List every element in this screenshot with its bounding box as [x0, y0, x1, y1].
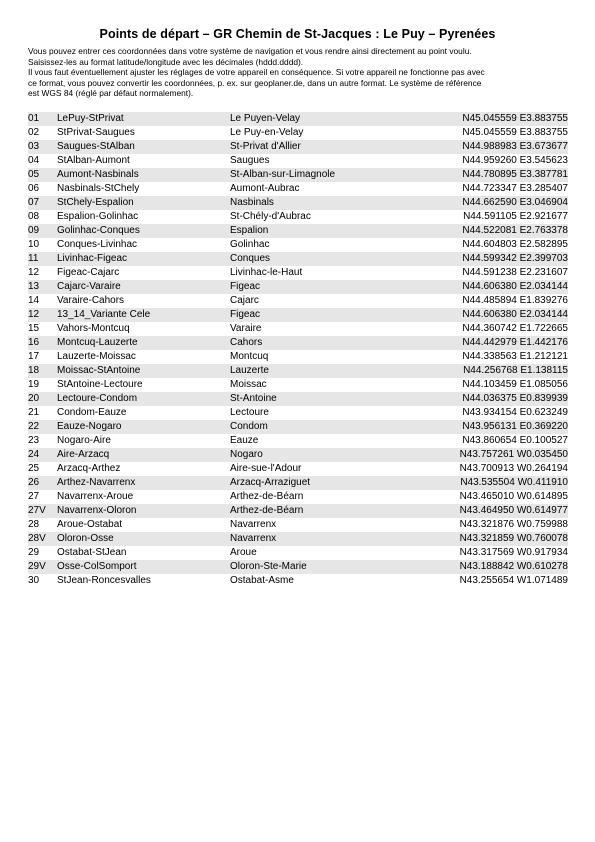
departure-point: Montcuq	[230, 351, 269, 362]
departure-point: St-Antoine	[230, 393, 277, 404]
departure-point: Aroue	[230, 547, 257, 558]
gps-coordinates: N44.036375 E0.839939	[462, 393, 568, 404]
page-title: Points de départ – GR Chemin de St-Jacques : Le Puy – Pyrenées	[99, 27, 496, 41]
departure-point: Condom	[230, 421, 268, 432]
stage-number: 22	[28, 421, 40, 432]
gps-coordinates: N44.606380 E2.034144	[462, 309, 568, 320]
gps-coordinates: N44.988983 E3.673677	[462, 141, 568, 152]
gps-coordinates: N43.321859 W0.760078	[459, 533, 568, 544]
gps-coordinates: N44.485894 E1.839276	[462, 295, 568, 306]
gps-coordinates: N44.662590 E3.046904	[462, 197, 568, 208]
stage-name: LePuy-StPrivat	[57, 113, 124, 124]
stage-number: 13	[28, 281, 40, 292]
table-row	[28, 126, 568, 140]
gps-coordinates: N44.599342 E2.399703	[462, 253, 568, 264]
departure-point: St-Alban-sur-Limagnole	[230, 169, 336, 180]
departure-point: Saugues	[230, 155, 270, 166]
stage-name: Aroue-Ostabat	[57, 519, 123, 530]
stage-number: 23	[28, 435, 40, 446]
stage-name: StAlban-Aumont	[57, 155, 130, 166]
departure-point: Eauze	[230, 435, 259, 446]
departure-point: Varaire	[230, 323, 262, 334]
table-row	[28, 350, 568, 364]
stage-number: 21	[28, 407, 40, 418]
table-row	[28, 238, 568, 252]
intro-line: ce format, vous pouvez convertir les coordonnées, p. ex. sur geoplaner.de, dans un autre format. Le système de référence	[28, 77, 482, 88]
departure-point: Conques	[230, 253, 271, 264]
table-row	[28, 448, 568, 462]
table-row	[28, 378, 568, 392]
gps-coordinates: N44.959260 E3.545623	[462, 155, 568, 166]
stage-name: Aire-Arzacq	[57, 449, 110, 460]
gps-coordinates: N43.956131 E0.369220	[462, 421, 568, 432]
stage-number: 29	[28, 547, 40, 558]
departure-point: Navarrenx	[230, 519, 277, 530]
stage-name: Eauze-Nogaro	[57, 421, 122, 432]
stage-number: 07	[28, 197, 40, 208]
stage-number: 06	[28, 183, 40, 194]
stage-name: Livinhac-Figeac	[57, 253, 128, 264]
table-row	[28, 546, 568, 560]
gps-coordinates: N43.255654 W1.071489	[459, 575, 568, 586]
stage-name: Aumont-Nasbinals	[57, 169, 139, 180]
gps-coordinates: N44.723347 E3.285407	[462, 183, 568, 194]
gps-coordinates: N43.700913 W0.264194	[459, 463, 568, 474]
stage-number: 08	[28, 211, 40, 222]
stage-name: StChely-Espalion	[57, 197, 134, 208]
table-row	[28, 560, 568, 574]
stage-number: 25	[28, 463, 40, 474]
departure-point: Golinhac	[230, 239, 270, 250]
departure-point: Arthez-de-Béarn	[230, 491, 304, 502]
stage-number: 28	[28, 519, 40, 530]
stage-number: 05	[28, 169, 40, 180]
table-row	[28, 420, 568, 434]
stage-number: 09	[28, 225, 40, 236]
stage-number: 27V	[28, 505, 46, 516]
table-row	[28, 476, 568, 490]
gps-coordinates: N45.045559 E3.883755	[462, 113, 568, 124]
gps-coordinates: N43.188842 W0.610278	[459, 561, 568, 572]
stage-number: 18	[28, 365, 40, 376]
departure-point: Lectoure	[230, 407, 269, 418]
stage-name: Arzacq-Arthez	[57, 463, 121, 474]
gps-coordinates: N43.464950 W0.614977	[459, 505, 568, 516]
stage-name: StJean-Roncesvalles	[57, 575, 151, 586]
table-row	[28, 392, 568, 406]
stage-name: Saugues-StAlban	[57, 141, 135, 152]
departure-point: Aumont-Aubrac	[230, 183, 300, 194]
stage-number: 29V	[28, 561, 46, 572]
stage-number: 16	[28, 337, 40, 348]
departure-point: Nogaro	[230, 449, 263, 460]
stage-number: 11	[28, 253, 39, 264]
stage-name: Arthez-Navarrenx	[57, 477, 136, 488]
departure-point: Moissac	[230, 379, 267, 390]
stage-number: 17	[28, 351, 40, 362]
departure-point: Aire-sue-l'Adour	[230, 463, 302, 474]
intro-line: Il vous faut éventuellement ajuster les réglages de votre appareil en conséquence. Si votre appareil ne fonctionne pas avec	[28, 67, 485, 77]
table-row	[28, 168, 568, 182]
departure-point: Oloron-Ste-Marie	[230, 561, 307, 572]
stage-number: 02	[28, 127, 40, 138]
intro-line: est WGS 84 (réglé par défaut normalement).	[28, 88, 194, 98]
table-row	[28, 210, 568, 224]
stage-name: Navarrenx-Aroue	[57, 491, 134, 502]
stage-name: Golinhac-Conques	[57, 225, 140, 236]
gps-coordinates: N44.591105 E2.921677	[463, 211, 568, 222]
table-row	[28, 434, 568, 448]
gps-coordinates: N43.465010 W0.614895	[459, 491, 568, 502]
departure-point: Espalion	[230, 225, 269, 236]
stage-number: 01	[28, 113, 40, 124]
stage-name: Vahors-Montcuq	[57, 323, 130, 334]
gps-coordinates: N44.103459 E1.085056	[462, 379, 568, 390]
table-row	[28, 518, 568, 532]
table-row	[28, 406, 568, 420]
stage-number: 14	[28, 295, 40, 306]
stage-name: StAntoine-Lectoure	[57, 379, 143, 390]
table-row	[28, 154, 568, 168]
stage-name: Figeac-Cajarc	[57, 267, 120, 278]
intro-line: Saisissez-les au format latitude/longitude avec les décimales (hddd.dddd).	[28, 56, 304, 67]
table-row	[28, 280, 568, 294]
departure-point: St-Chély-d'Aubrac	[230, 211, 311, 222]
stage-name: Ostabat-StJean	[57, 547, 127, 558]
table-row	[28, 112, 568, 126]
table-row	[28, 266, 568, 280]
stage-number: 28V	[28, 533, 46, 544]
departure-point: Nasbinals	[230, 197, 274, 208]
gps-coordinates: N44.256768 E1.138115	[463, 365, 568, 376]
departure-point: Navarrenx	[230, 533, 277, 544]
stage-name: Oloron-Osse	[57, 533, 114, 544]
departure-point: Ostabat-Asme	[230, 575, 294, 586]
stage-name: Montcuq-Lauzerte	[57, 337, 138, 348]
stage-name: Espalion-Golinhac	[57, 211, 139, 222]
gps-coordinates: N44.780895 E3.387781	[462, 169, 568, 180]
table-row	[28, 294, 568, 308]
stage-name: StPrivat-Saugues	[57, 127, 135, 138]
stage-name: Lectoure-Condom	[57, 393, 138, 404]
stage-name: Navarrenx-Oloron	[57, 505, 137, 516]
stage-name: Osse-ColSomport	[57, 561, 137, 572]
stage-number: 12	[28, 267, 40, 278]
stage-number: 19	[28, 379, 40, 390]
table-row	[28, 504, 568, 518]
departure-point: Cajarc	[230, 295, 259, 306]
gps-coordinates: N43.535504 W0.411910	[460, 477, 568, 488]
departure-point: Figeac	[230, 309, 261, 320]
departure-point: Lauzerte	[230, 365, 269, 376]
gps-coordinates: N44.360742 E1.722665	[462, 323, 568, 334]
table-row	[28, 490, 568, 504]
table-row	[28, 140, 568, 154]
stage-number: 12	[28, 309, 40, 320]
table-row	[28, 462, 568, 476]
coordinates-table	[28, 112, 568, 588]
departure-point: Le Puy-en-Velay	[230, 127, 304, 138]
table-row	[28, 336, 568, 350]
gps-coordinates: N43.860654 E0.100527	[462, 435, 568, 446]
stage-name: Lauzerte-Moissac	[57, 351, 136, 362]
departure-point: Cahors	[230, 337, 263, 348]
stage-number: 24	[28, 449, 40, 460]
departure-point: Le Puyen-Velay	[230, 113, 301, 124]
stage-name: Conques-Livinhac	[57, 239, 138, 250]
stage-name: Nogaro-Aire	[57, 435, 111, 446]
stage-number: 26	[28, 477, 40, 488]
gps-coordinates: N44.604803 E2.582895	[462, 239, 568, 250]
gps-coordinates: N44.522081 E2.763378	[462, 225, 568, 236]
stage-name: 13_14_Variante Cele	[57, 309, 151, 320]
gps-coordinates: N45.045559 E3.883755	[462, 127, 568, 138]
gps-coordinates: N44.591238 E2.231607	[462, 267, 568, 278]
gps-coordinates: N44.338563 E1.212121	[462, 351, 568, 362]
gps-coordinates: N43.934154 E0.623249	[462, 407, 568, 418]
table-row	[28, 252, 568, 266]
table-row	[28, 182, 568, 196]
table-row	[28, 308, 568, 322]
gps-coordinates: N44.606380 E2.034144	[462, 281, 568, 292]
table-row	[28, 196, 568, 210]
intro-text	[28, 46, 573, 99]
table-row	[28, 364, 568, 378]
stage-name: Condom-Eauze	[57, 407, 127, 418]
stage-name: Cajarc-Varaire	[57, 281, 121, 292]
stage-number: 20	[28, 393, 40, 404]
table-row	[28, 322, 568, 336]
intro-line: Vous pouvez entrer ces coordonnées dans votre système de navigation et vous rendre ainsi directement au point voulu.	[28, 46, 472, 56]
stage-name: Nasbinals-StChely	[57, 183, 140, 194]
stage-number: 27	[28, 491, 40, 502]
gps-coordinates: N43.321876 W0.759988	[459, 519, 568, 530]
stage-number: 10	[28, 239, 40, 250]
gps-coordinates: N44.442979 E1.442176	[462, 337, 568, 348]
stage-name: Moissac-StAntoine	[57, 365, 141, 376]
stage-number: 30	[28, 575, 40, 586]
gps-coordinates: N43.757261 W0.035450	[459, 449, 568, 460]
stage-number: 04	[28, 155, 40, 166]
departure-point: Figeac	[230, 281, 261, 292]
stage-number: 03	[28, 141, 40, 152]
table-row	[28, 224, 568, 238]
departure-point: Livinhac-le-Haut	[230, 267, 303, 278]
table-row	[28, 532, 568, 546]
stage-name: Varaire-Cahors	[57, 295, 125, 306]
stage-number: 15	[28, 323, 40, 334]
departure-point: Arzacq-Arraziguet	[230, 477, 311, 488]
table-row	[28, 574, 568, 588]
departure-point: St-Privat d'Allier	[230, 141, 301, 152]
gps-coordinates: N43.317569 W0.917934	[459, 547, 568, 558]
departure-point: Arthez-de-Béarn	[230, 505, 304, 516]
